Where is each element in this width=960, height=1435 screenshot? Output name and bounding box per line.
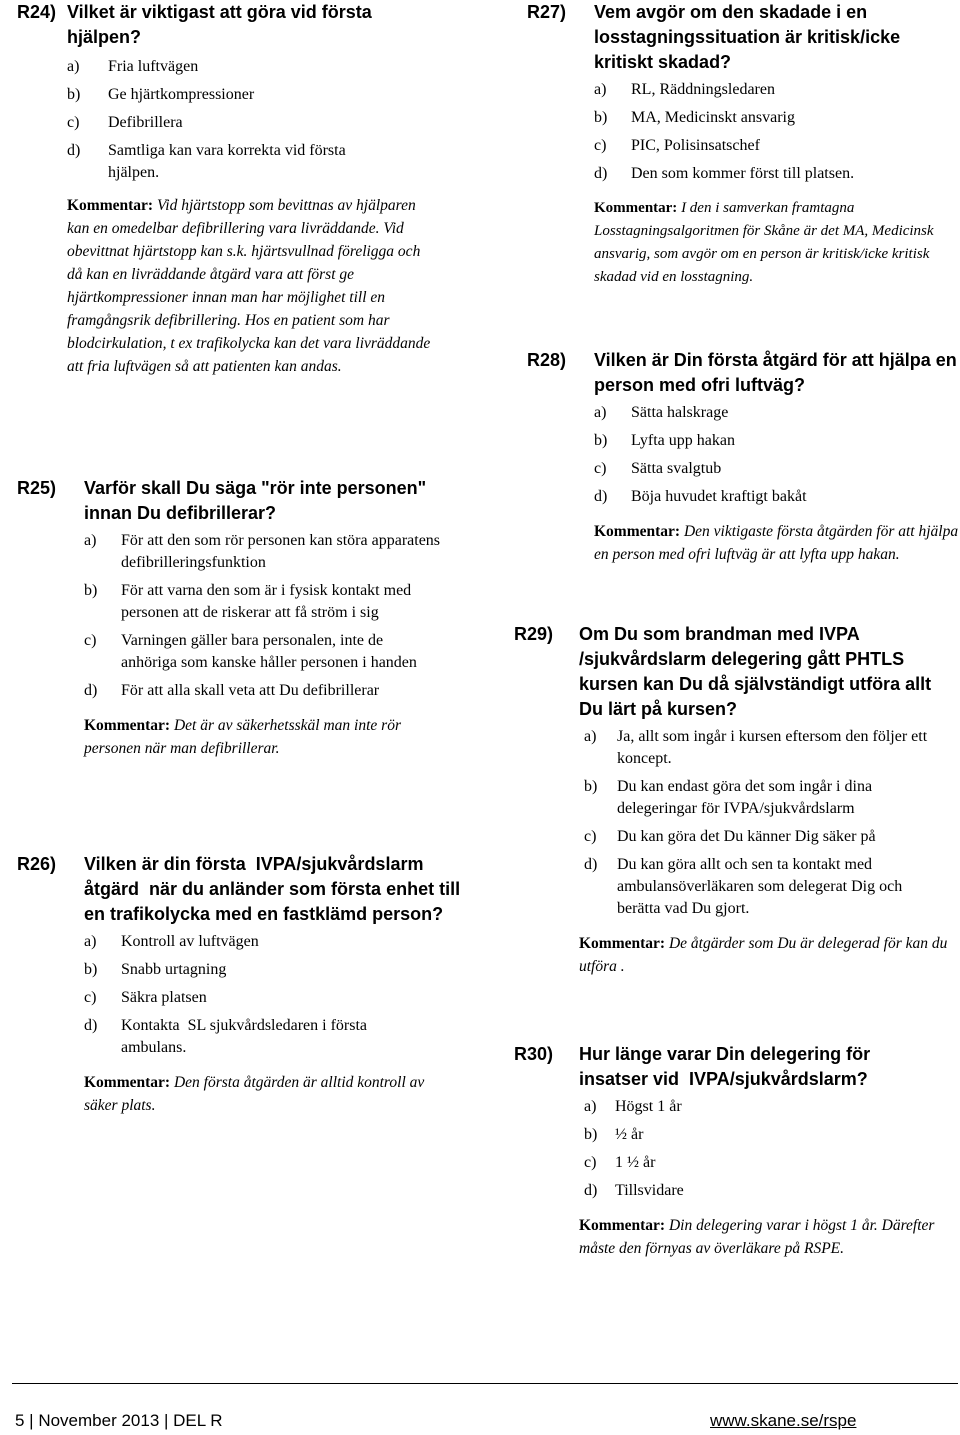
option-b: b) Snabb urtagning: [84, 961, 227, 978]
footer-link[interactable]: www.skane.se/rspe: [710, 1411, 857, 1430]
comment: [84, 714, 454, 760]
comment-label: Kommentar:: [594, 523, 681, 540]
question-r27: [527, 0, 957, 289]
option-b: b) MA, Medicinskt ansvarig: [594, 109, 795, 126]
options-list: [84, 530, 457, 702]
question-r26: [17, 852, 467, 1117]
question-title: Vilket är viktigast att göra vid första hjälpen?: [67, 2, 372, 47]
options-list: [584, 1096, 958, 1202]
option-d: d) För att alla skall veta att Du defibrillerar: [84, 682, 380, 699]
comment-label: Kommentar:: [84, 717, 171, 734]
question-title: Hur länge varar Din delegering för insatser vid IVPA/sjukvårdslarm?: [579, 1044, 876, 1089]
footer-page-info: 5 | November 2013 | DEL R: [15, 1411, 223, 1430]
footer-divider: [12, 1383, 958, 1384]
question-number: R28): [527, 350, 567, 370]
option-a: a) Kontroll av luftvägen: [84, 933, 259, 950]
option-a: a) Sätta halskrage: [594, 404, 729, 421]
option-a: a) Fria luftvägen: [67, 58, 199, 75]
option-d: d) Böja huvudet kraftigt bakåt: [594, 488, 807, 505]
option-c: c) Defibrillera: [67, 114, 183, 131]
comment: [579, 932, 954, 978]
question-r24: [17, 0, 457, 378]
question-number: R25): [17, 478, 57, 498]
comment-label: Kommentar:: [67, 197, 154, 214]
question-title: Vem avgör om den skadade i en losstagningssituation är kritisk/icke kritiskt skadad?: [594, 2, 901, 72]
option-d: d) Du kan göra allt och sen ta kontakt med ambulansöverläkaren som delegerat Dig och berätta vad Du gjort.: [584, 856, 903, 917]
option-d: d) Samtliga kan vara korrekta vid första hjälpen.: [67, 142, 346, 181]
comment-text: Din delegering varar i högst 1 år. Därefter måste den förnyas av överläkare på RSPE.: [579, 1217, 935, 1257]
option-a: a) För att den som rör personen kan störa apparatens defibrilleringsfunktion: [84, 532, 441, 571]
option-b: b) Lyfta upp hakan: [594, 432, 735, 449]
question-title: Om Du som brandman med IVPA /sjukvårdslarm delegering gått PHTLS kursen kan Du då självständigt utföra allt Du lärt på kursen?: [579, 624, 932, 719]
question-r25: [17, 476, 457, 760]
comment: [579, 1214, 954, 1260]
comment-text: Det är av säkerhetsskäl man inte rör personen när man defibrillerar.: [84, 717, 401, 757]
comment: [84, 1071, 454, 1117]
comment-text: De åtgärder som Du är delegerad för kan du utföra .: [579, 935, 948, 975]
option-d: d) Kontakta SL sjukvårdsledaren i första ambulans.: [84, 1017, 372, 1056]
question-number: R24): [17, 2, 57, 22]
comment: [594, 520, 960, 566]
comment-text: Den första åtgärden är alltid kontroll av säker plats.: [84, 1074, 425, 1114]
option-b: b) ½ år: [584, 1126, 644, 1143]
question-number: R30): [514, 1044, 554, 1064]
question-r30: [514, 1042, 958, 1260]
option-c: c) Du kan göra det Du känner Dig säker på: [584, 828, 876, 845]
options-list: [84, 931, 467, 1059]
option-c: c) PIC, Polisinsatschef: [594, 137, 760, 154]
option-c: c) Säkra platsen: [84, 989, 207, 1006]
options-list: [594, 402, 957, 508]
option-c: c) Sätta svalgtub: [594, 460, 722, 477]
comment-text: I den i samverkan framtagna Losstagningsalgoritmen för Skåne är det MA, Medicinsk ansvarig, som avgör om en person är kritisk/icke kritisk skadad vid en losstagning.: [594, 200, 934, 285]
option-c: c) Varningen gäller bara personalen, inte de anhöriga som kanske håller personen i handen: [84, 632, 417, 671]
comment-text: Vid hjärtstopp som bevittnas av hjälparen kan en omedelbar defibrillering vara livräddande. Vid obevittnat hjärtstopp kan s.k. hjärtsvullnad föreligga och då kan en livräddande åtgärd vara att först ge hjärtkompressioner innan man har möjlighet till en framgångsrik defibrillering. Hos en patient som har blodcirkulation, t ex trafikolycka kan det vara livräddande att fria luftvägen så att patienten kan andas.: [67, 197, 431, 375]
option-d: d) Den som kommer först till platsen.: [594, 165, 855, 182]
option-a: a) Ja, allt som ingår i kursen eftersom den följer ett koncept.: [584, 728, 928, 767]
option-b: b) För att varna den som är i fysisk kontakt med personen att de riskerar att få ström i sig: [84, 582, 412, 621]
option-a: a) Högst 1 år: [584, 1098, 682, 1115]
comment-text: Den viktigaste första åtgärden för att hjälpa en person med ofri luftväg är att lyfta upp hakan.: [594, 523, 959, 563]
comment-label: Kommentar:: [84, 1074, 171, 1091]
question-title: Vilken är Din första åtgärd för att hjälpa en person med ofri luftväg?: [594, 350, 957, 395]
options-list: [594, 79, 957, 185]
option-b: b) Ge hjärtkompressioner: [67, 86, 255, 103]
question-title: Varför skall Du säga "rör inte personen" innan Du defibrillerar?: [84, 478, 427, 523]
comment: [594, 197, 954, 289]
comment-label: Kommentar:: [594, 200, 678, 216]
option-d: d) Tillsvidare: [584, 1182, 684, 1199]
question-r29: [514, 622, 958, 978]
option-b: b) Du kan endast göra det som ingår i dina delegeringar för IVPA/sjukvårdslarm: [584, 778, 873, 817]
comment-label: Kommentar:: [579, 1217, 666, 1234]
option-c: c) 1 ½ år: [584, 1154, 656, 1171]
comment-label: Kommentar:: [579, 935, 666, 952]
option-a: a) RL, Räddningsledaren: [594, 81, 775, 98]
question-number: R29): [514, 624, 554, 644]
question-title: Vilken är din första IVPA/sjukvårdslarm åtgärd när du anländer som första enhet till en trafikolycka med en fastklämd person?: [84, 854, 466, 924]
options-list: [67, 56, 457, 184]
question-r28: [527, 348, 957, 566]
question-number: R27): [527, 2, 567, 22]
question-number: R26): [17, 854, 57, 874]
options-list: [584, 726, 958, 920]
comment: [67, 194, 432, 378]
